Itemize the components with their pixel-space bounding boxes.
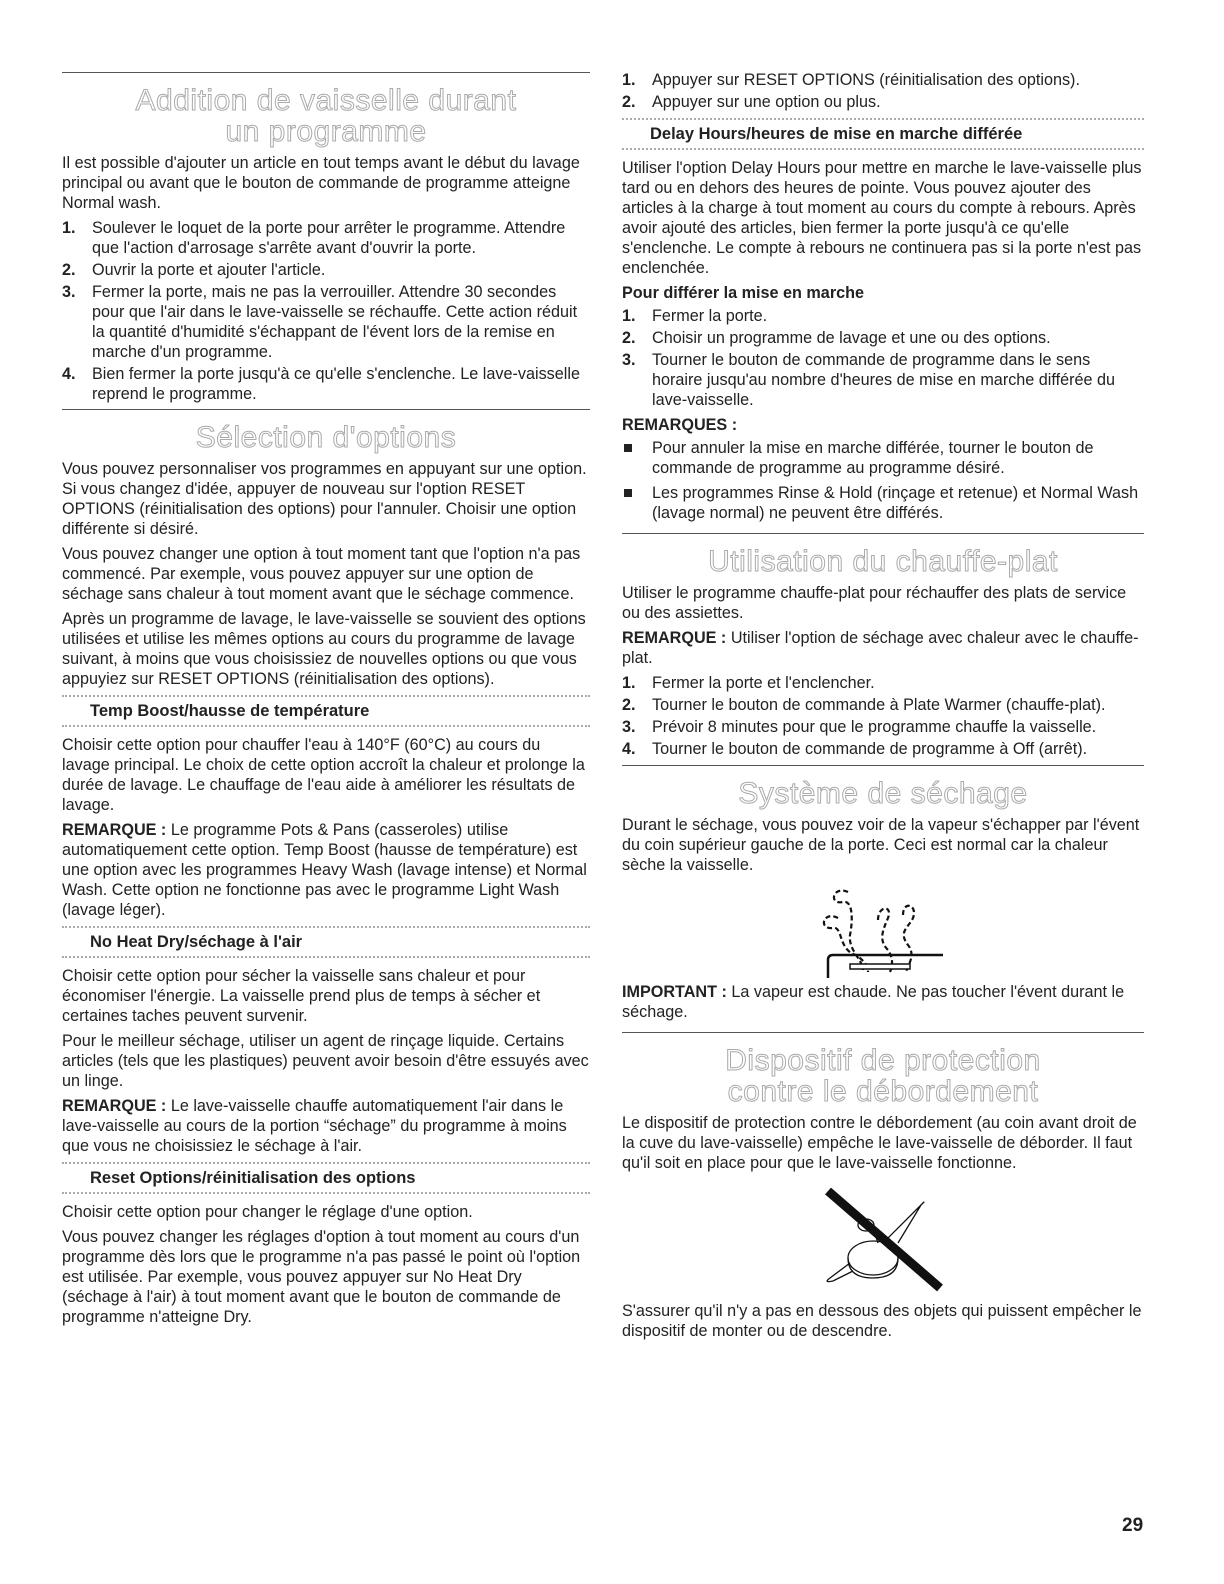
step-number: 2.: [622, 696, 636, 714]
section-title: [62, 85, 590, 147]
notes-list: [622, 438, 1144, 523]
step-number: 2.: [622, 93, 636, 111]
paragraph: Vous pouvez personnaliser vos programmes en appuyant sur une option. Si vous changez d'idée, appuyer de nouveau sur l'option RESET OPTIONS (réinitialisation des options) pour l'annuler. Choisir une option différente si désiré.: [62, 460, 587, 538]
paragraph: Choisir cette option pour chauffer l'eau à 140°F (60°C) au cours du lavage principal. Le choix de cette option accroît la chaleur et prolonge la durée de lavage. Le chauffage de l'eau aide à améliorer les résultats de lavage.: [62, 736, 585, 814]
paragraph: S'assurer qu'il n'y a pas en dessous des objets qui puissent empêcher le dispositif de monter ou de descendre.: [622, 1302, 1142, 1340]
paragraph: Durant le séchage, vous pouvez voir de la vapeur s'échapper par l'évent du coin supérieur gauche de la porte. Ceci est normal car la chaleur sèche la vaisselle.: [622, 816, 1140, 874]
paragraph: Vous pouvez changer les réglages d'option à tout moment au cours d'un programme dès lors que le programme n'a pas passé le point où l'option est utilisée. Par exemple, vous pouvez appuyer sur No Heat Dry (séchage à l'air) à tout moment avant que le bouton de commande de programme n'atteigne Dry.: [62, 1228, 581, 1326]
step-number: 4.: [622, 740, 636, 758]
note-label: REMARQUE :: [62, 1097, 167, 1115]
note-text: Utiliser l'option de séchage avec chaleur avec le chauffe-plat.: [622, 629, 1139, 667]
title-line: contre le débordement: [727, 1075, 1039, 1108]
important-note: [622, 982, 1144, 1022]
step-item: [62, 218, 590, 258]
step-number: 3.: [622, 351, 636, 369]
note-label: REMARQUE :: [62, 821, 167, 839]
steps-list: [622, 70, 1144, 112]
step-text: Appuyer sur une option ou plus.: [652, 93, 881, 111]
step-text: Prévoir 8 minutes pour que le programme chauffe la vaisselle.: [652, 718, 1097, 736]
step-text: Tourner le bouton de commande de programme dans le sens horaire jusqu'au nombre d'heures de mise en marche différée du lave-vaisselle.: [652, 351, 1116, 409]
paragraph: Le dispositif de protection contre le débordement (au coin avant droit de la cuve du lave-vaisselle) empêche le lave-vaisselle de déborder. Il faut qu'il soit en place pour que le lave-vaisselle fonctionne.: [622, 1114, 1137, 1172]
step-number: 1.: [622, 307, 636, 325]
step-number: 3.: [622, 718, 636, 736]
steam-vent-illustration: [808, 880, 958, 980]
step-text: Soulever le loquet de la porte pour arrêter le programme. Attendre que l'action d'arrosage s'arrête avant d'ouvrir la porte.: [92, 219, 566, 257]
section-title: [622, 1045, 1144, 1107]
left-column: [62, 70, 590, 1332]
subsection-title: Delay Hours/heures de mise en marche différée: [622, 118, 1144, 150]
divider: [622, 1032, 1144, 1033]
paragraph: Vous pouvez changer une option à tout moment tant que l'option n'a pas commencé. Par exemple, vous pouvez appuyer sur une option de séchage sans chaleur à tout moment avant que le séchage commence.: [62, 545, 581, 603]
paragraph: Après un programme de lavage, le lave-vaisselle se souvient des options utilisées et utilise les mêmes options au cours du programme de lavage suivant, à moins que vous choisissiez de nouvelles options ou que vous appuyiez sur RESET OPTIONS (réinitialisation des options).: [62, 610, 586, 688]
subsection-title: Temp Boost/hausse de température: [62, 695, 590, 727]
section-title: Utilisation du chauffe-plat: [708, 545, 1058, 578]
subsection-title: Reset Options/réinitialisation des options: [62, 1162, 590, 1194]
divider: [62, 72, 590, 73]
overflow-float-no-obstruction-icon: [818, 1183, 948, 1293]
step-number: 1.: [622, 71, 636, 89]
step-number: 2.: [622, 329, 636, 347]
steps-list: [62, 218, 590, 404]
note: [62, 1096, 590, 1156]
step-item: [622, 739, 1144, 759]
steps-list: [622, 306, 1144, 410]
paragraph: Utiliser le programme chauffe-plat pour réchauffer des plats de service ou des assiettes.: [622, 584, 1127, 622]
section-title: Sélection d'options: [195, 421, 457, 454]
step-item: [622, 328, 1144, 348]
step-number: 1.: [622, 674, 636, 692]
note: [62, 820, 590, 920]
step-text: Fermer la porte et l'enclencher.: [652, 674, 875, 692]
note-text: Le lave-vaisselle chauffe automatiquement l'air dans le lave-vaisselle au cours de la portion “séchage” du programme à moins que vous ne choisissiez le séchage à l'air.: [62, 1097, 567, 1155]
paragraph: Utiliser l'option Delay Hours pour mettre en marche le lave-vaisselle plus tard ou en dehors des heures de pointe. Vous pouvez ajouter des articles à la charge à tout moment au cours du compte à rebours. Après avoir ajouté des articles, bien fermer la porte jusqu'à ce qu'elle s'enclenche. Le compte à rebours ne continuera pas si la porte n'est pas enclenchée.: [622, 159, 1142, 277]
title-line: un programme: [225, 115, 427, 148]
step-text: Appuyer sur RESET OPTIONS (réinitialisation des options).: [652, 71, 1080, 89]
note-label: REMARQUE :: [622, 629, 727, 647]
divider: [62, 409, 590, 410]
step-number: 3.: [62, 283, 76, 301]
subheading: Pour différer la mise en marche: [622, 284, 865, 302]
step-text: Tourner le bouton de commande à Plate Warmer (chauffe-plat).: [652, 696, 1106, 714]
paragraph: Pour le meilleur séchage, utiliser un agent de rinçage liquide. Certains articles (tels que les plastiques) peuvent avoir besoin d'être essuyés avec un linge.: [62, 1032, 589, 1090]
step-number: 4.: [62, 365, 76, 383]
step-item: [622, 70, 1144, 90]
step-item: [62, 282, 590, 362]
note-item: Pour annuler la mise en marche différée, tourner le bouton de commande de programme au programme désiré.: [622, 438, 1144, 478]
title-line: Addition de vaisselle durant: [135, 84, 517, 117]
step-text: Bien fermer la porte jusqu'à ce qu'elle s'enclenche. Le lave-vaisselle reprend le programme.: [92, 365, 580, 403]
right-column: [622, 70, 1144, 1346]
step-text: Choisir un programme de lavage et une ou des options.: [652, 329, 1051, 347]
step-number: 1.: [62, 219, 76, 237]
step-item: [62, 260, 590, 280]
note: [622, 628, 1144, 668]
note-text: Le programme Pots & Pans (casseroles) utilise automatiquement cette option. Temp Boost (hausse de température) est une option avec les programmes Heavy Wash (lavage intense) et Normal Wash. Cette option ne fonctionne pas avec le programme Light Wash (lavage léger).: [62, 821, 587, 919]
step-item: [622, 306, 1144, 326]
step-item: [622, 350, 1144, 410]
paragraph: Choisir cette option pour changer le réglage d'une option.: [62, 1203, 473, 1221]
step-item: [622, 695, 1144, 715]
step-item: [622, 717, 1144, 737]
step-number: 2.: [62, 261, 76, 279]
paragraph: Choisir cette option pour sécher la vaisselle sans chaleur et pour économiser l'énergie. La vaisselle prend plus de temps à sécher et certaines taches peuvent survenir.: [62, 967, 541, 1025]
step-text: Fermer la porte, mais ne pas la verrouiller. Attendre 30 secondes pour que l'air dans le lave-vaisselle se réchauffe. Cette action réduit la quantité d'humidité s'échappant de l'évent lors de la remise en marche d'un programme.: [92, 283, 578, 361]
step-item: [622, 92, 1144, 112]
paragraph: Il est possible d'ajouter un article en tout temps avant le début du lavage principal ou avant que le bouton de commande de programme atteigne Normal wash.: [62, 154, 580, 212]
step-text: Fermer la porte.: [652, 307, 768, 325]
subsection-title: No Heat Dry/séchage à l'air: [62, 926, 590, 958]
page-number: 29: [1122, 1515, 1144, 1536]
divider: [622, 765, 1144, 766]
step-item: [62, 364, 590, 404]
note-item: Les programmes Rinse & Hold (rinçage et retenue) et Normal Wash (lavage normal) ne peuvent être différés.: [622, 483, 1144, 523]
important-text: La vapeur est chaude. Ne pas toucher l'évent durant le séchage.: [622, 983, 1125, 1021]
important-label: IMPORTANT :: [622, 983, 727, 1001]
step-text: Tourner le bouton de commande de programme à Off (arrêt).: [652, 740, 1088, 758]
section-title: Système de séchage: [738, 777, 1028, 810]
title-line: Dispositif de protection: [725, 1044, 1041, 1077]
divider: [622, 533, 1144, 534]
steps-list: [622, 673, 1144, 759]
notes-title: REMARQUES :: [622, 416, 738, 434]
step-text: Ouvrir la porte et ajouter l'article.: [92, 261, 326, 279]
step-item: [622, 673, 1144, 693]
